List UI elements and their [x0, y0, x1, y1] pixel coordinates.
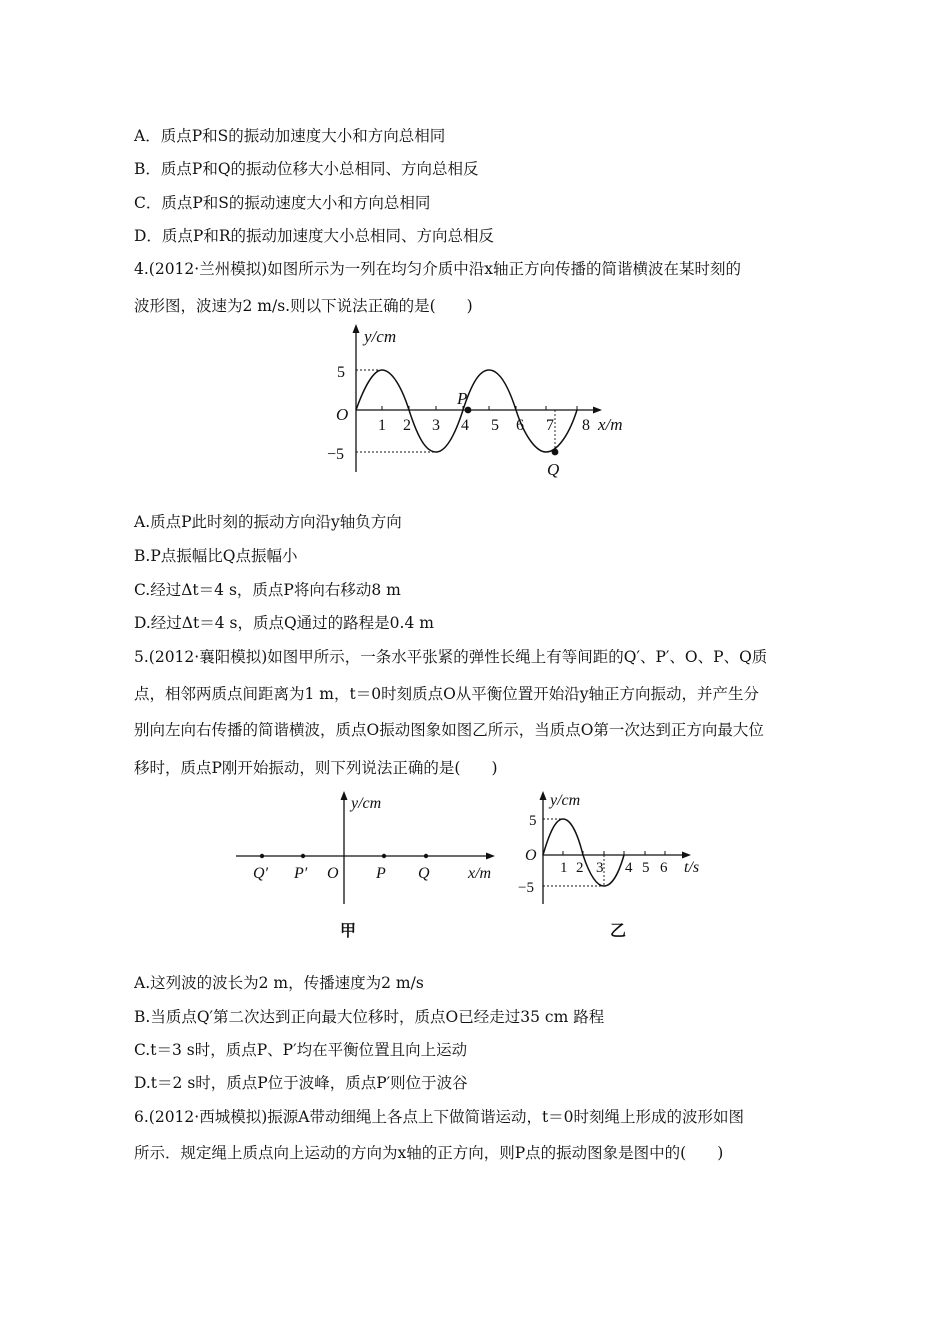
q3-option-b: B．质点P和Q的振动位移大小总相同、方向总相反: [134, 160, 479, 178]
jia-point-q-prime-dot: [260, 854, 264, 858]
q4-y-tick-5: 5: [337, 364, 345, 381]
jia-label-o: O: [327, 865, 339, 882]
q3-option-c: C．质点P和S的振动速度大小和方向总相同: [134, 194, 431, 212]
yi-x-axis-arrow: [682, 852, 691, 859]
q4-point-q-label: Q: [547, 460, 560, 479]
q4-x-tick-3: 3: [432, 417, 440, 434]
q4-x-axis-arrow: [593, 407, 602, 414]
yi-y-tick-5: 5: [529, 813, 537, 829]
yi-y-tick-neg5: −5: [518, 880, 534, 896]
q6-stem-line1: 6.(2012·西城模拟)振源A带动细绳上各点上下做简谐运动，t＝0时刻绳上形成的波形如图: [134, 1108, 745, 1126]
q5-stem-line3: 别向左向右传播的简谐横波，质点O振动图象如图乙所示，当质点O第一次达到正方向最大位: [134, 721, 764, 739]
q4-option-d: D.经过Δt＝4 s，质点Q通过的路程是0.4 m: [134, 614, 434, 632]
q4-x-tick-2: 2: [403, 417, 411, 434]
jia-y-axis-arrow: [341, 791, 348, 800]
q5-fig-yi-caption: 乙: [610, 921, 627, 940]
jia-point-p-prime-dot: [301, 854, 305, 858]
q5-fig-jia: [230, 786, 505, 906]
q5-option-c: C.t＝3 s时，质点P、P′均在平衡位置且向上运动: [134, 1041, 468, 1059]
jia-label-p-prime: P′: [294, 865, 308, 882]
q4-stem-line1: 4.(2012·兰州模拟)如图所示为一列在均匀介质中沿x轴正方向传播的简谐横波在某时刻的: [134, 260, 742, 278]
yi-x-tick-3: 3: [596, 860, 604, 876]
q4-option-a: A.质点P此时刻的振动方向沿y轴负方向: [134, 513, 402, 531]
q5-fig-yi: [512, 786, 717, 906]
q5-stem-line4: 移时，质点P刚开始振动，则下列说法正确的是( ): [134, 759, 498, 777]
q4-x-axis-label: x/m: [598, 415, 623, 434]
q6-stem-line2: 所示．规定绳上质点向上运动的方向为x轴的正方向，则P点的振动图象是图中的( ): [134, 1144, 724, 1162]
q5-option-a: A.这列波的波长为2 m，传播速度为2 m/s: [134, 974, 424, 992]
yi-origin-label: O: [525, 847, 537, 864]
q4-x-tick-4: 4: [461, 417, 469, 434]
q5-option-b: B.当质点Q′第二次达到正向最大位移时，质点O已经走过35 cm 路程: [134, 1008, 605, 1026]
jia-point-q-dot: [424, 854, 428, 858]
jia-point-p-dot: [382, 854, 386, 858]
q4-option-c: C.经过Δt＝4 s，质点P将向右移动8 m: [134, 581, 401, 599]
jia-x-axis-arrow: [486, 853, 495, 860]
q4-point-q-dot: [552, 449, 559, 456]
q4-x-tick-1: 1: [378, 417, 386, 434]
yi-y-axis-arrow: [540, 791, 547, 800]
q4-origin-label: O: [336, 405, 349, 424]
q4-stem-line2: 波形图，波速为2 m/s.则以下说法正确的是( ): [134, 297, 473, 315]
jia-x-axis-label: x/m: [468, 865, 492, 882]
q4-wave-figure: [320, 320, 640, 485]
yi-x-tick-5: 5: [642, 860, 650, 876]
q5-option-d: D.t＝2 s时，质点P位于波峰，质点P′则位于波谷: [134, 1074, 468, 1092]
q4-y-tick-neg5: −5: [327, 446, 345, 463]
yi-y-axis-label: y/cm: [550, 792, 581, 809]
q4-x-tick-8: 8: [582, 417, 590, 434]
q4-option-b: B.P点振幅比Q点振幅小: [134, 547, 298, 565]
jia-label-q: Q: [418, 865, 430, 882]
yi-x-tick-4: 4: [625, 860, 633, 876]
yi-x-tick-2: 2: [576, 860, 584, 876]
yi-x-tick-6: 6: [660, 860, 668, 876]
q3-option-a: A．质点P和S的振动加速度大小和方向总相同: [134, 127, 446, 145]
q4-y-axis-arrow: [353, 324, 360, 333]
yi-x-axis-label: t/s: [684, 859, 700, 876]
q4-x-tick-5: 5: [491, 417, 499, 434]
jia-label-p: P: [376, 865, 386, 882]
jia-y-axis-label: y/cm: [351, 795, 382, 812]
jia-label-q-prime: Q′: [253, 865, 269, 882]
q3-option-d: D．质点P和R的振动加速度大小总相同、方向总相反: [134, 227, 495, 245]
q5-fig-jia-caption: 甲: [340, 921, 357, 940]
q4-point-p-label: P: [457, 389, 468, 408]
q5-stem-line1: 5.(2012·襄阳模拟)如图甲所示，一条水平张紧的弹性长绳上有等间距的Q′、P′、O、P、Q质: [134, 648, 768, 666]
yi-x-tick-1: 1: [560, 860, 568, 876]
q4-y-axis-label: y/cm: [364, 327, 397, 346]
q5-stem-line2: 点，相邻两质点间距离为1 m，t＝0时刻质点O从平衡位置开始沿y轴正方向振动，并产生分: [134, 685, 760, 703]
q4-x-tick-6: 6: [516, 417, 524, 434]
q4-x-tick-7: 7: [546, 417, 554, 434]
